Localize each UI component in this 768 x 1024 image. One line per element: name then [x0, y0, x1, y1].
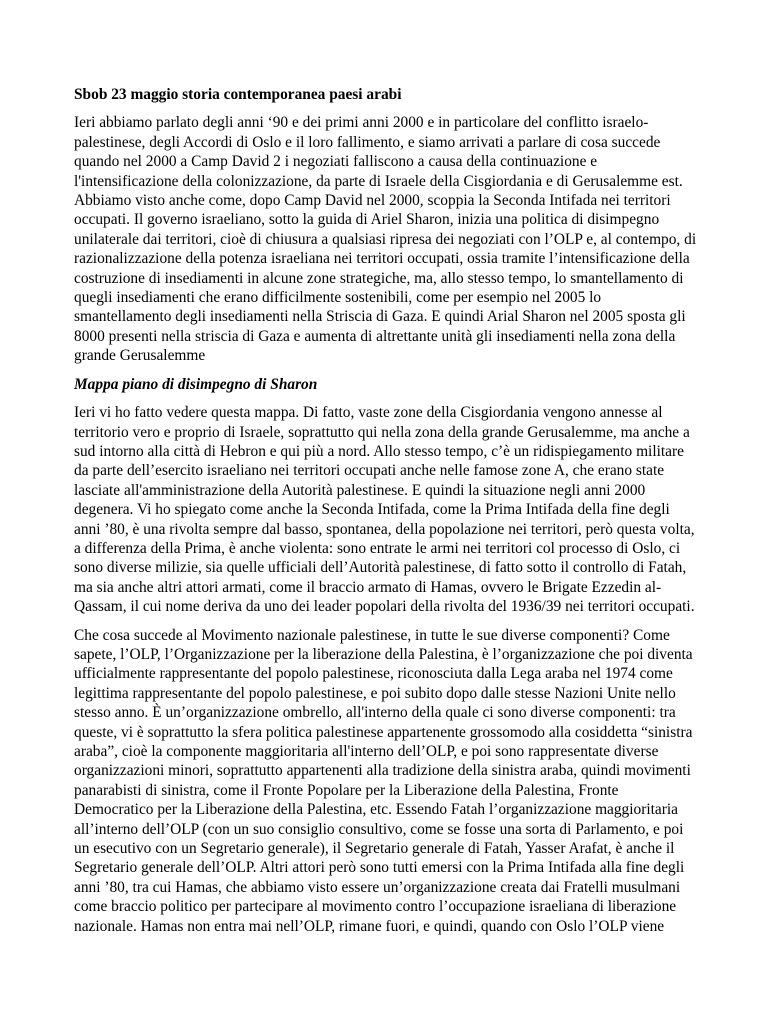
document-title: Sbob 23 maggio storia contemporanea paesi arabi — [74, 86, 402, 103]
paragraph-1: Ieri abbiamo parlato degli anni ‘90 e dei primi anni 2000 e in particolare del conflitto israelo-palestinese, degli Accordi di Oslo e il loro fallimento, e siamo arrivati a parlare di cosa succede quando nel 2000 a Camp David 2 i negoziati falliscono a causa della continuazione e l'intensificazione della colonizzazione, da parte di Israele della Cisgiordania e di Gerusalemme est. Abbiamo visto anche come, dopo Camp David nel 2000, scoppia la Seconda Intifada nei territori occupati. Il governo israeliano, sotto la guida di Ariel Sharon, inizia una politica di disimpegno unilaterale dai territori, cioè di chiusura a qualsiasi ripresa dei negoziati con l’OLP e, al contempo, di razionalizzazione della potenza israeliana nei territori occupati, ossia tramite l’intensificazione della costruzione di insediamenti in alcune zone strategiche, ma, allo stesso tempo, lo smantellamento di quegli insediamenti che erano difficilmente sostenibili, come per esempio nel 2005 lo smantellamento degli insediamenti nella Striscia di Gaza. E quindi Arial Sharon nel 2005 sposta gli 8000 presenti nella striscia di Gaza e aumenta di altrettante unità gli insediamenti nella zona della grande Gerusalemme — [74, 114, 697, 365]
paragraph-2: Ieri vi ho fatto vedere questa mappa. Di fatto, vaste zone della Cisgiordania vengono annesse al territorio vero e proprio di Israele, soprattutto qui nella zona della grande Gerusalemme, ma anche a sud intorno alla città di Hebron e qui più a nord. Allo stesso tempo, c’è un ridispiegamento militare da parte dell’esercito israeliano nei territori occupati anche nelle famose zone A, che erano state lasciate all'amministrazione della Autorità palestinese. E quindi la situazione negli anni 2000 degenera. Vi ho spiegato come anche la Seconda Intifada, come la Prima Intifada della fine degli anni ’80, è una rivolta sempre dal basso, spontanea, della popolazione nei territori, però questa volta, a differenza della Prima, è anche violenta: sono entrate le armi nei territori col processo di Oslo, ci sono diverse milizie, sia quelle ufficiali dell’Autorità palestinese, di fatto sotto il controllo di Fatah, ma sia anche altri attori armati, come il braccio armato di Hamas, ovvero le Brigate Ezzedin al-Qassam, il cui nome deriva da uno dei leader popolari della rivolta del 1936/39 nei territori occupati. — [74, 404, 695, 616]
paragraph-3: Che cosa succede al Movimento nazionale palestinese, in tutte le sue diverse componenti? Come sapete, l’OLP, l’Organizzazione per la liberazione della Palestina, è l’organizzazione che poi diventa ufficialmente rappresentante del popolo palestinese, riconosciuta dalla Lega araba nel 1974 come legittima rappresentante del popolo palestinese, e poi subito dopo dalle stesse Nazioni Unite nello stesso anno. È un’organizzazione ombrello, all'interno della quale ci sono diverse componenti: tra queste, vi è soprattutto la sfera politica palestinese appartenente grossomodo alla cosiddetta “sinistra araba”, cioè la componente maggioritaria all'interno dell’OLP, e poi sono rappresentate diverse organizzazioni minori, soprattutto appartenenti alla tradizione della sinistra araba, quindi movimenti panarabisti di sinistra, come il Fronte Popolare per la Liberazione della Palestina, Fronte Democratico per la Liberazione della Palestina, etc. Essendo Fatah l’organizzazione maggioritaria all’interno dell’OLP (con un suo consiglio consultivo, come se fosse una sorta di Parlamento, e poi un esecutivo con un Segretario generale), il Segretario generale di Fatah, Yasser Arafat, è anche il Segretario generale dell’OLP. Altri attori però sono tutti emersi con la Prima Intifada alla fine degli anni ’80, tra cui Hamas, che abbiamo visto essere un’organizzazione creata dai Fratelli musulmani come braccio politico per partecipare al movimento contro l’occupazione israeliana di liberazione nazionale. Hamas non entra mai nell’OLP, rimane fuori, e quindi, quando con Oslo l’OLP viene — [74, 626, 693, 935]
section-heading: Mappa piano di disimpegno di Sharon — [74, 375, 318, 393]
document-page — [74, 85, 699, 945]
